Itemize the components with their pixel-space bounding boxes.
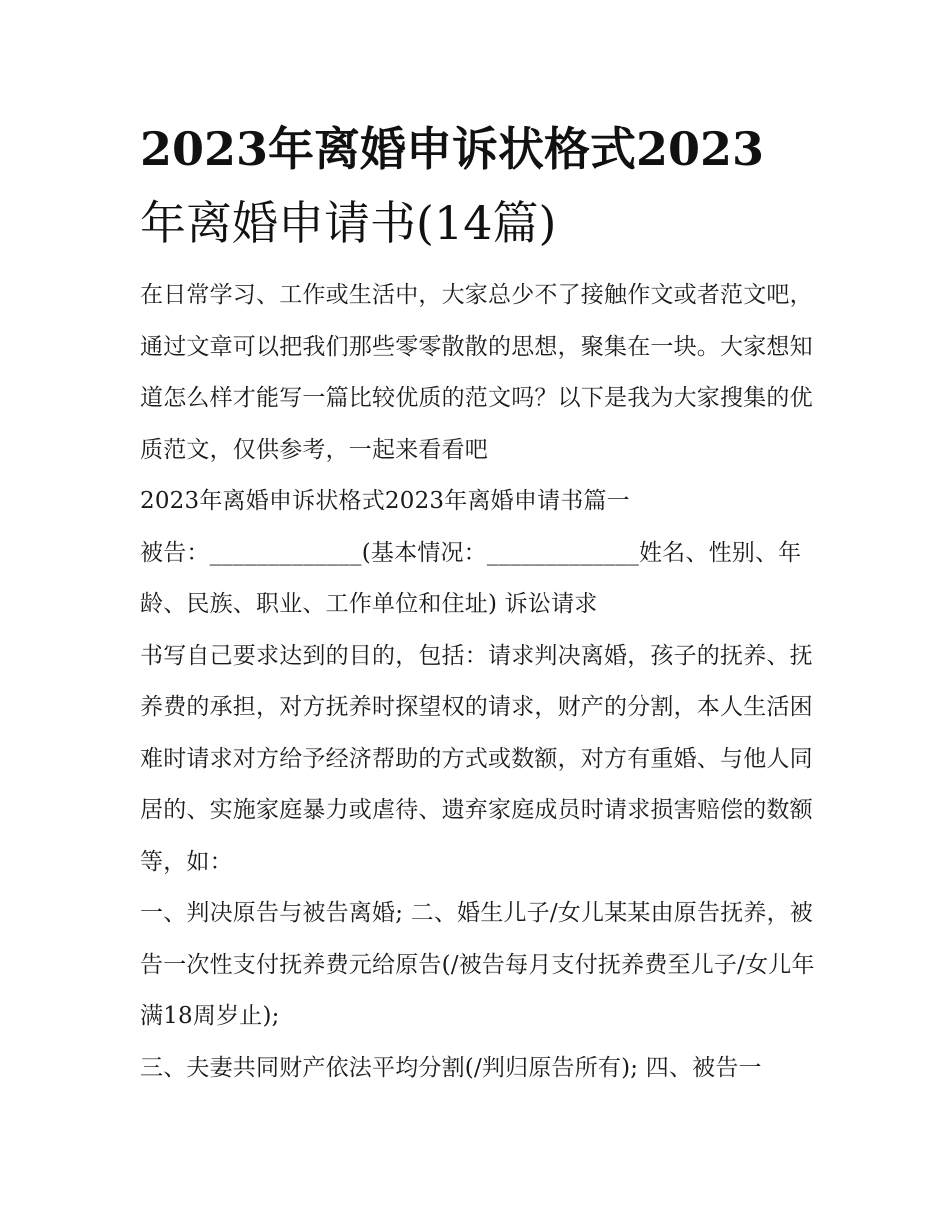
document-title [140,112,820,260]
intro-paragraph: 在日常学习、工作或生活中，大家总少不了接触作文或者范文吧，通过文章可以把我们那些零零散散的思想，聚集在一块。大家想知道怎么样才能写一篇比较优质的范文吗？以下是我为大家搜集的优质范文，仅供参考，一起来看看吧 [140,282,813,463]
title-line-2: 年离婚申请书(14篇) [140,196,557,250]
claims-list-2: 三、夫妻共同财产依法平均分割(/判归原告所有); 四、被告一 [140,1054,762,1081]
claims-paragraph: 书写自己要求达到的目的，包括：请求判决离婚，孩子的抚养、抚养费的承担，对方抚养时探望权的请求，财产的分割，本人生活困难时请求对方给予经济帮助的方式或数额，对方有重婚、与他人同居的、实施家庭暴力或虐待、遗弃家庭成员时请求损害赔偿的数额等，如： [140,642,813,875]
defendant-paragraph: 被告：_____________(基本情况：_____________姓名、性别、年龄、民族、职业、工作单位和住址) 诉讼请求 [140,539,802,617]
section-heading: 2023年离婚申诉状格式2023年离婚申请书篇一 [140,488,630,514]
title-line-1: 2023年离婚申诉状格式2023 [140,122,765,176]
claims-list-1: 一、判决原告与被告离婚; 二、婚生儿子/女儿某某由原告抚养，被告一次性支付抚养费元给原告(/被告每月支付抚养费至儿子/女儿年满18周岁止); [140,900,815,1029]
document-page [140,112,820,1094]
